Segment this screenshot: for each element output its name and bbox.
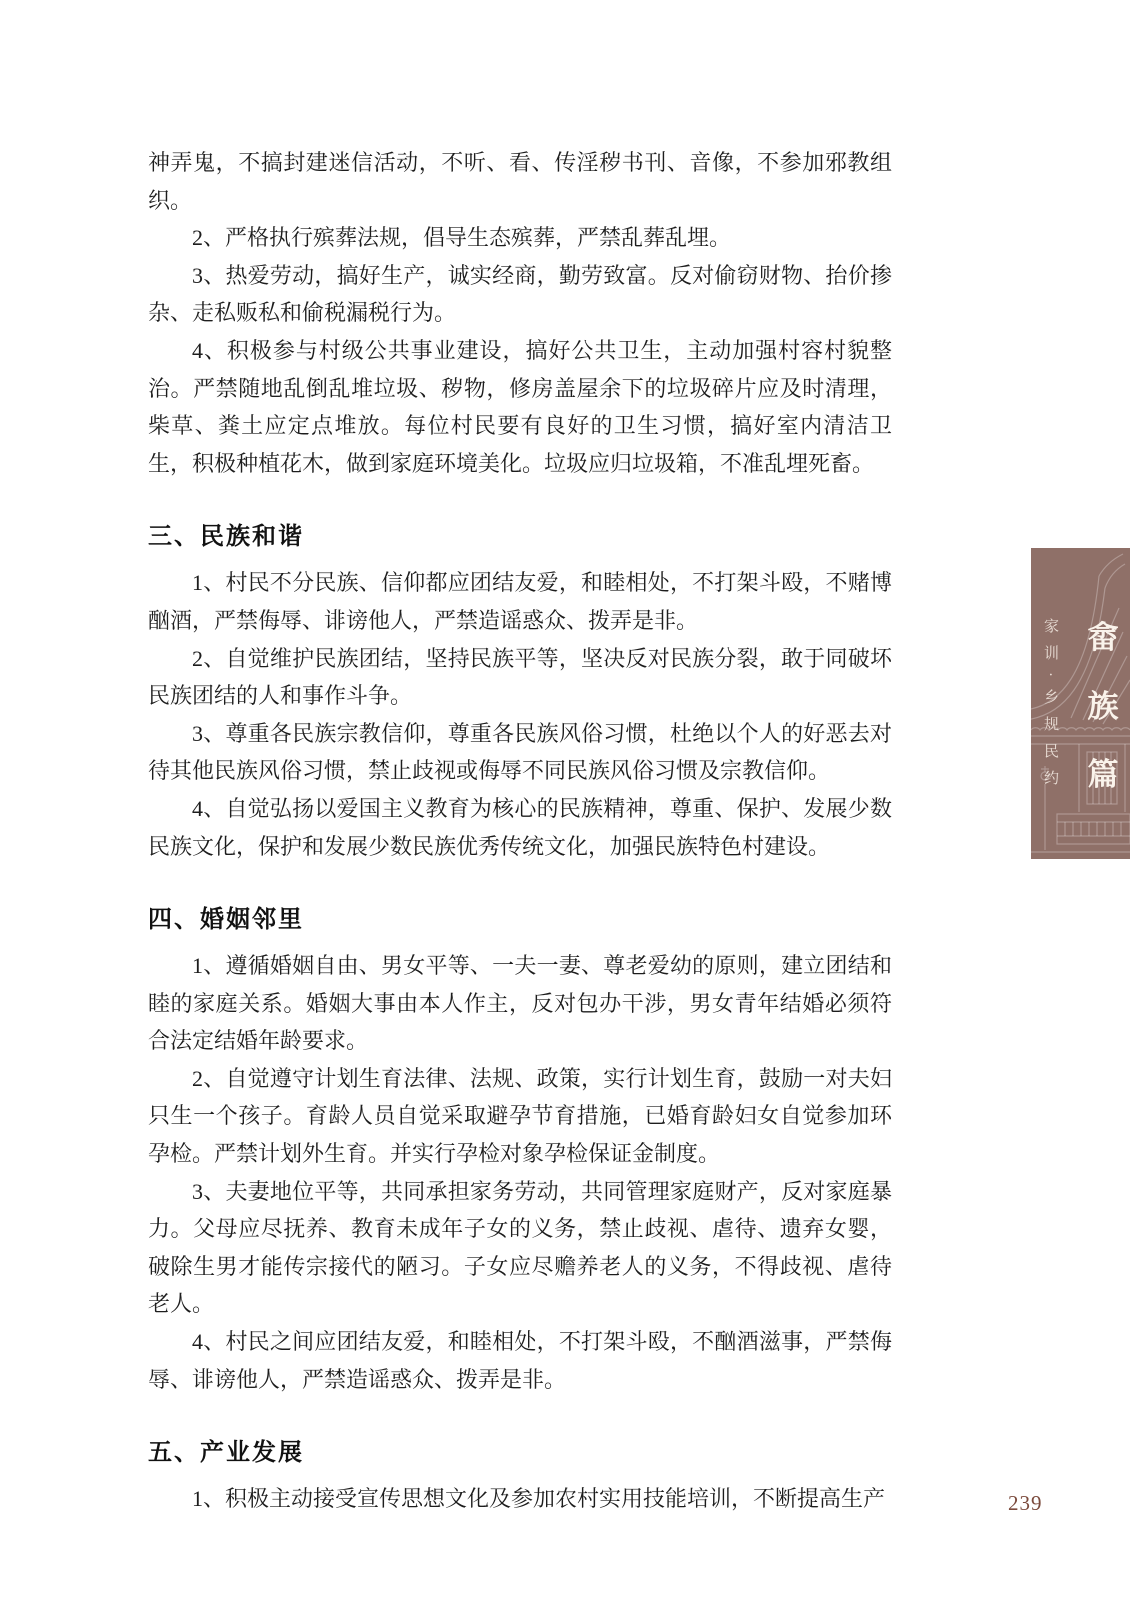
- paragraph: 3、尊重各民族宗教信仰，尊重各民族风俗习惯，杜绝以个人的好恶去对待其他民族风俗习惯，禁止歧视或侮辱不同民族风俗习惯及宗教信仰。: [148, 720, 892, 784]
- paragraph: 2、自觉遵守计划生育法律、法规、政策，实行计划生育，鼓励一对夫妇只生一个孩子。育龄人员自觉采取避孕节育措施，已婚育龄妇女自觉参加环孕检。严禁计划外生育。并实行孕检对象孕检保证金制度。: [148, 1065, 892, 1167]
- paragraph: 4、村民之间应团结友爱，和睦相处，不打架斗殴，不酗酒滋事，严禁侮辱、诽谤他人，严禁造谣惑众、拨弄是非。: [148, 1329, 892, 1392]
- tab-title: [1087, 612, 1119, 794]
- chapter-side-tab: [1031, 548, 1130, 859]
- paragraph: 1、村民不分民族、信仰都应团结友爱，和睦相处，不打架斗殴，不赌博酗酒，严禁侮辱、诽谤他人，严禁造谣惑众、拨弄是非。: [148, 570, 892, 633]
- paragraph: 1、积极主动接受宣传思想文化及参加农村实用技能培训，不断提高生产: [192, 1486, 886, 1512]
- section-heading: 五、产业发展: [148, 1440, 304, 1467]
- section-heading: 四、婚姻邻里: [148, 907, 304, 934]
- tab-title-char: 畲: [1087, 620, 1119, 655]
- section-heading: 三、民族和谐: [148, 524, 304, 551]
- tab-title-char: 篇: [1087, 757, 1119, 792]
- paragraph: 2、严格执行殡葬法规，倡导生态殡葬，严禁乱葬乱埋。: [192, 225, 732, 251]
- paragraph: 4、积极参与村级公共事业建设，搞好公共卫生，主动加强村容村貌整治。严禁随地乱倒乱堆垃圾、秽物，修房盖屋余下的垃圾碎片应及时清理，柴草、粪土应定点堆放。每位村民要有良好的卫生习惯，搞好室内清洁卫生，积极种植花木，做到家庭环境美化。垃圾应归垃圾箱，不准乱埋死畜。: [148, 337, 892, 476]
- paragraph: 神弄鬼，不搞封建迷信活动，不听、看、传淫秽书刊、音像，不参加邪教组织。: [148, 150, 892, 213]
- paragraph: 3、夫妻地位平等，共同承担家务劳动，共同管理家庭财产，反对家庭暴力。父母应尽抚养、教育未成年子女的义务，禁止歧视、虐待、遗弃女婴，破除生男才能传宗接代的陋习。子女应尽赡养老人的义务，不得歧视、虐待老人。: [148, 1178, 892, 1317]
- paragraph: 4、自觉弘扬以爱国主义教育为核心的民族精神，尊重、保护、发展少数民族文化，保护和发展少数民族优秀传统文化，加强民族特色村建设。: [148, 795, 892, 859]
- tab-title-char: 族: [1087, 688, 1119, 724]
- paragraph: 2、自觉维护民族团结，坚持民族平等，坚决反对民族分裂，敢于同破坏民族团结的人和事作斗争。: [148, 645, 892, 709]
- paragraph: 3、热爱劳动，搞好生产，诚实经商，勤劳致富。反对偷窃财物、抬价掺杂、走私贩私和偷税漏税行为。: [148, 262, 892, 326]
- page-body: [148, 144, 892, 1518]
- tab-subtitle: 家训·乡规民约: [1042, 618, 1058, 797]
- page-number: 239: [1008, 1491, 1043, 1515]
- paragraph: 1、遵循婚姻自由、男女平等、一夫一妻、尊老爱幼的原则，建立团结和睦的家庭关系。婚姻大事由本人作主，反对包办干涉，男女青年结婚必须符合法定结婚年龄要求。: [148, 953, 892, 1054]
